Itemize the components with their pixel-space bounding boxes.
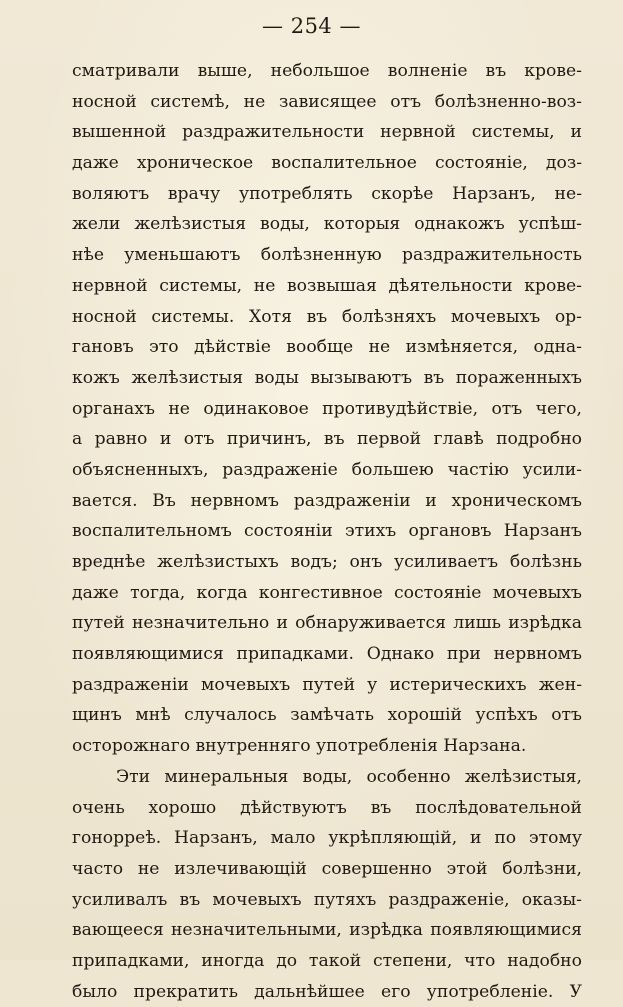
- text-line: путей незначительно и обнаруживается лишь изрѣдка: [72, 613, 582, 634]
- text-line: появляющимися припадками. Однако при нервномъ: [72, 644, 582, 665]
- text-line: нервной системы, не возвышая дѣятельности крове-: [72, 275, 582, 296]
- text-line: а равно и отъ причинъ, въ первой главѣ подробно: [72, 429, 582, 450]
- text-line: гановъ это дѣйствіе вообще не измѣняется, одна-: [72, 337, 582, 358]
- text-line: вышенной раздражительности нервной системы, и: [72, 122, 582, 143]
- text-line: нѣе уменьшаютъ болѣзненную раздражительность: [72, 245, 582, 266]
- text-line: кожъ желѣзистыя воды вызываютъ въ пораженныхъ: [72, 367, 582, 388]
- text-line: вреднѣе желѣзистыхъ водъ; онъ усиливаетъ болѣзнь: [72, 552, 582, 572]
- text-line: воляютъ врачу употреблять скорѣе Нарзанъ, не-: [72, 183, 582, 204]
- text-line: раздраженіи мочевыхъ путей у истерическихъ жен-: [72, 674, 582, 695]
- text-line: даже хроническое воспалительное состояніе, доз-: [72, 153, 582, 174]
- text-line: гонорреѣ. Нарзанъ, мало укрѣпляющій, и по этому: [72, 828, 582, 849]
- text-line: припадками, иногда до такой степени, что надобно: [72, 950, 582, 971]
- page-number: — 254 —: [262, 14, 361, 38]
- text-line: часто не излечивающій совершенно этой болѣзни,: [72, 858, 582, 879]
- text-line: носной системы. Хотя въ болѣзняхъ мочевыхъ ор-: [72, 306, 582, 327]
- text-line: даже тогда, когда конгестивное состояніе мочевыхъ: [72, 582, 582, 603]
- text-line: было прекратить дальнѣйшее его употребленіе. У: [72, 981, 582, 1002]
- text-line: жели желѣзистыя воды, которыя однакожъ успѣш-: [72, 214, 582, 235]
- text-line: вается. Въ нервномъ раздраженіи и хроническомъ: [72, 490, 582, 511]
- text-line: объясненныхъ, раздраженіе большею частію усили-: [72, 459, 582, 480]
- text-line: органахъ не одинаковое противудѣйствіе, отъ чего,: [72, 398, 582, 419]
- text-line: очень хорошо дѣйствуютъ въ послѣдовательной: [72, 797, 582, 818]
- text-line: усиливалъ въ мочевыхъ путяхъ раздраженіе, оказы-: [72, 889, 582, 910]
- text-line: носной системѣ, не зависящее отъ болѣзненно-воз-: [72, 91, 582, 112]
- text-line: сматривали выше, небольшое волненіе въ крове-: [72, 61, 582, 81]
- text-line: щинъ мнѣ случалось замѣчать хорошій успѣхъ отъ: [72, 705, 582, 726]
- text-line: вающееся незначительными, изрѣдка появляющимися: [72, 920, 582, 941]
- paragraph-end-line: осторожнаго внутренняго употребленія Нарзана.: [72, 736, 527, 757]
- paragraph-start-line: Эти минеральныя воды, особенно желѣзистыя,: [116, 766, 582, 787]
- body-text: [72, 56, 582, 1007]
- text-line: воспалительномъ состояніи этихъ органовъ Нарзанъ: [72, 521, 582, 542]
